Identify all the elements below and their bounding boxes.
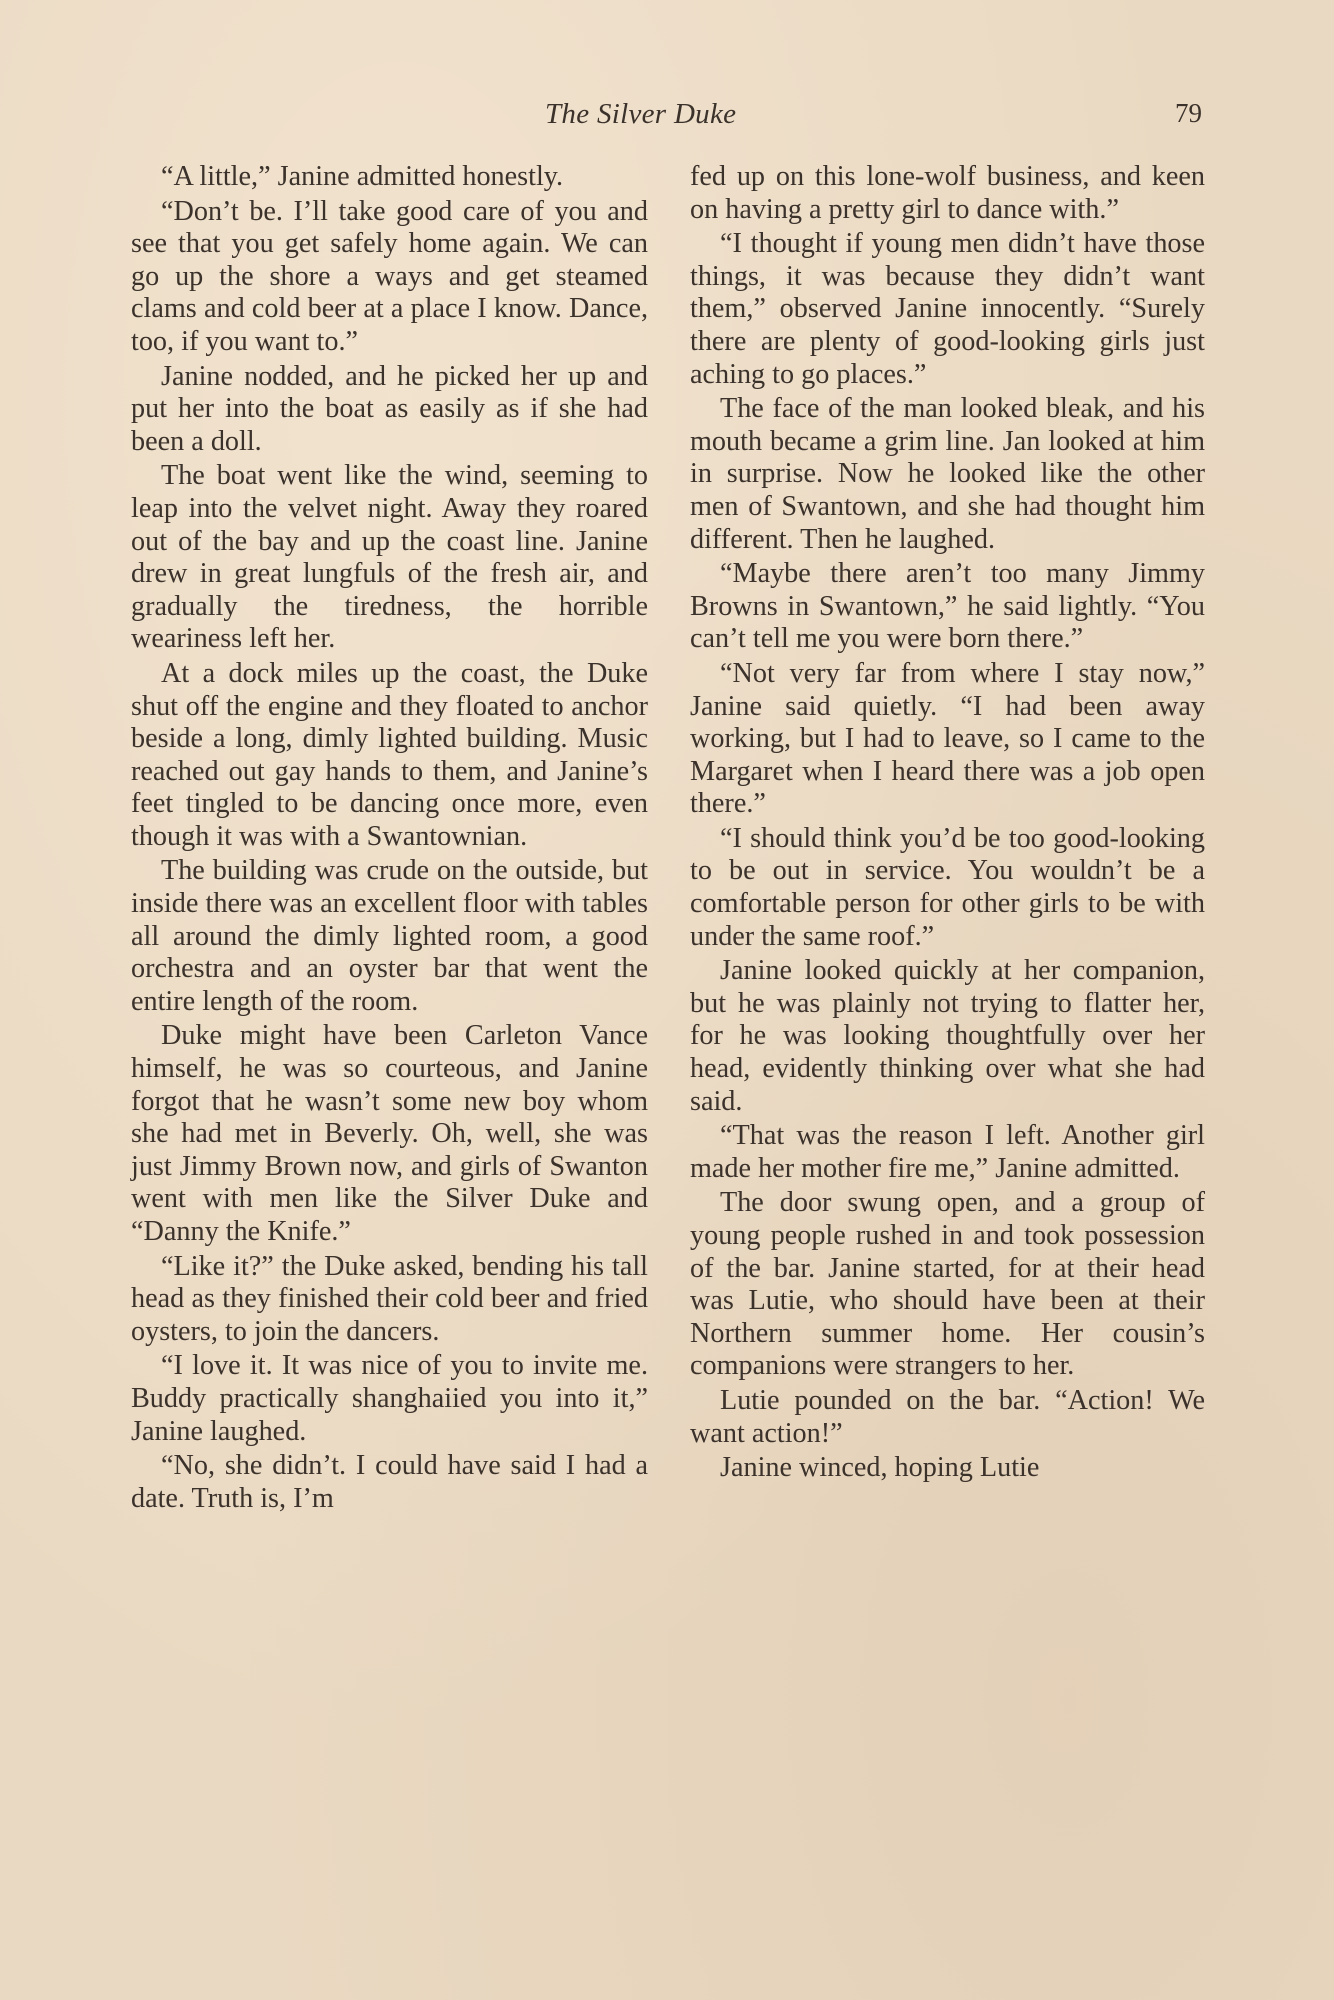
paragraph: “Don’t be. I’ll take good care of you and see that you get safely home again. We can go up the shore a ways and get steamed clams and cold beer at a place I know. Dance, too, if you want to.”	[131, 195, 648, 357]
running-title: The Silver Duke	[545, 98, 737, 130]
paragraph: “Not very far from where I stay now,” Janine said quietly. “I had been away working, but I had to leave, so I came to the Margaret when I heard there was a job open there.”	[690, 657, 1205, 820]
paragraph: “Maybe there aren’t too many Jimmy Browns in Swantown,” he said lightly. “You can’t tell me you were born there.”	[690, 558, 1205, 655]
paragraph: Janine nodded, and he picked her up and put her into the boat as easily as if she had been a doll.	[131, 360, 648, 457]
running-head	[0, 98, 1334, 138]
paragraph: The door swung open, and a group of young people rushed in and took possession of the bar. Janine started, for at their head was Lutie, who should have been at their Northern summer home. Her cousin’s companions were strangers to her.	[690, 1187, 1205, 1382]
paragraph: “No, she didn’t. I could have said I had a date. Truth is, I’m	[131, 1450, 648, 1514]
page-number: 79	[1175, 98, 1202, 128]
paragraph: “I love it. It was nice of you to invite me. Buddy practically shanghaiied you into it,” Janine laughed.	[131, 1350, 648, 1447]
left-column	[131, 161, 648, 1517]
paragraph: Duke might have been Carleton Vance himself, he was so courteous, and Janine forgot that he wasn’t some new boy whom she had met in Beverly. Oh, well, she was just Jimmy Brown now, and girls of Swanton went with men like the Silver Duke and “Danny the Knife.”	[131, 1020, 648, 1247]
paragraph: “I thought if young men didn’t have those things, it was because they didn’t want them,” observed Janine innocently. “Surely there are plenty of good-looking girls just aching to go places.”	[690, 228, 1205, 390]
right-column	[690, 161, 1205, 1487]
paragraph: “Like it?” the Duke asked, bending his tall head as they finished their cold beer and fried oysters, to join the dancers.	[131, 1250, 648, 1347]
paragraph: The face of the man looked bleak, and his mouth became a grim line. Jan looked at him in surprise. Now he looked like the other men of Swantown, and she had thought him different. Then he laughed.	[690, 393, 1205, 555]
paragraph-continuation: fed up on this lone-wolf business, and keen on having a pretty girl to dance with.”	[690, 161, 1205, 225]
paragraph: The building was crude on the outside, but inside there was an excellent floor with tables all around the dimly lighted room, a good orchestra and an oyster bar that went the entire length of the room.	[131, 855, 648, 1017]
paragraph: At a dock miles up the coast, the Duke shut off the engine and they floated to anchor beside a long, dimly lighted building. Music reached out gay hands to them, and Janine’s feet tingled to be dancing once more, even though it was with a Swantownian.	[131, 657, 648, 852]
paragraph: “That was the reason I left. Another girl made her mother fire me,” Janine admitted.	[690, 1120, 1205, 1184]
paragraph: Janine looked quickly at her companion, but he was plainly not trying to flatter her, for he was looking thoughtfully over her head, evidently thinking over what she had said.	[690, 955, 1205, 1117]
paragraph: The boat went like the wind, seeming to leap into the velvet night. Away they roared out of the bay and up the coast line. Janine drew in great lungfuls of the fresh air, and gradually the tiredness, the horrible weariness left her.	[131, 460, 648, 655]
paragraph: “A little,” Janine admitted honestly.	[161, 161, 564, 192]
paragraph: “I should think you’d be too good-looking to be out in service. You wouldn’t be a comfortable person for other girls to be with under the same roof.”	[690, 822, 1205, 952]
paragraph: Lutie pounded on the bar. “Action! We want action!”	[690, 1384, 1205, 1449]
paragraph: Janine winced, hoping Lutie	[720, 1452, 1040, 1484]
